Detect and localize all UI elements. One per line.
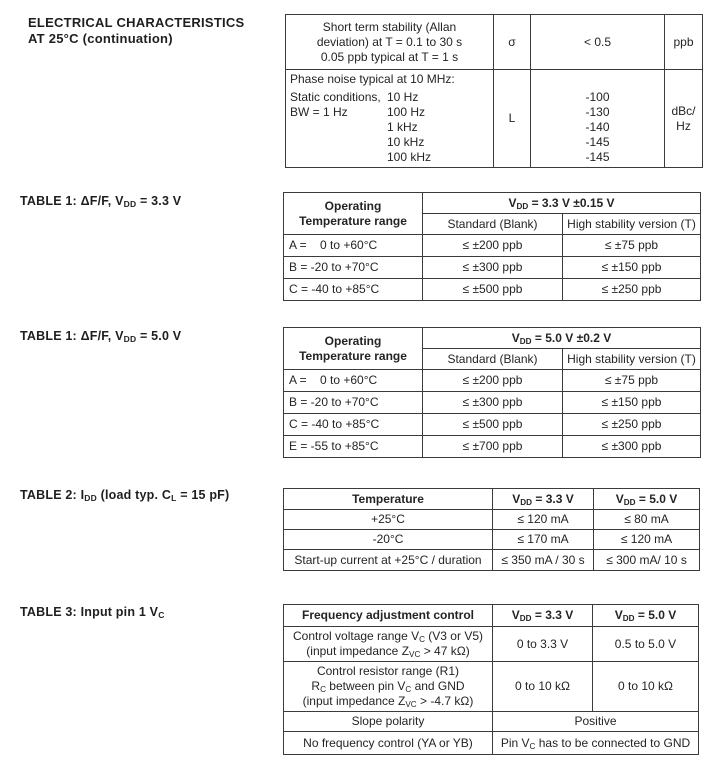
cell-range: C = -40 to +85°C [284, 414, 423, 436]
table-row [284, 193, 701, 214]
allan-line3: 0.05 ppb typical at T = 1 s [320, 49, 459, 64]
cell-range: A = 0 to +60°C [284, 370, 423, 392]
phase-noise-offset-frequencies: 10 Hz 100 Hz 1 kHz 10 kHz 100 kHz [387, 90, 432, 164]
cell-current-v33: ≤ 120 mA [493, 510, 594, 530]
cell-high-value: ≤ ±300 ppb [563, 436, 701, 458]
table2-idd [283, 488, 700, 571]
table-row [284, 328, 701, 349]
cell-header-standard: Standard (Blank) [423, 349, 563, 370]
cell-current-v33: ≤ 350 mA / 30 s [493, 550, 594, 571]
cell-range: C = -40 to +85°C [284, 279, 423, 301]
cell-header-vdd50: $V_{DD} = 5.0$ V [594, 489, 700, 510]
cell-standard-value: ≤ ±300 ppb [423, 392, 563, 414]
cell-high-value: ≤ ±250 ppb [563, 414, 701, 436]
cell-control-param: Control voltage range $V_C$ (V3 or V5) (input impedance $Z_{VC} > 47$ kΩ) [284, 627, 493, 662]
cell-allan-parameter [286, 15, 494, 70]
table-row [284, 605, 699, 627]
cell-high-value: ≤ ±250 ppb [563, 279, 701, 301]
table-row [284, 436, 701, 458]
cell-phase-noise-symbol: L [494, 70, 531, 168]
table-row [286, 15, 703, 70]
table-row [284, 489, 700, 510]
allan-line2: deviation) at T = 0.1 to 30 s [316, 34, 463, 49]
page-title [28, 15, 244, 46]
cell-standard-value: ≤ ±200 ppb [423, 370, 563, 392]
cell-slope-polarity-label: Slope polarity [284, 712, 493, 732]
table-row [284, 712, 699, 732]
table-row [284, 279, 701, 301]
table-row [284, 732, 699, 755]
table-row [284, 392, 701, 414]
phase-noise-conditions [290, 90, 489, 165]
allan-line1: Short term stability (Allan [322, 19, 457, 34]
page-title-line1: ELECTRICAL CHARACTERISTICS [28, 15, 245, 30]
cell-control-param: Control resistor range (R1) $R_C$ between pin $V_C$ and GND (input impedance $Z_{VC} > -4.7$ kΩ) [284, 662, 493, 712]
cell-standard-value: ≤ ±500 ppb [423, 279, 563, 301]
cell-header-vdd: $V_{DD} = 3.3$ V ±0.15 V [423, 193, 701, 214]
cell-phase-noise-parameter [286, 70, 494, 168]
table3-title: TABLE 3: Input pin 1 $V_C$ [20, 605, 165, 621]
cell-range: B = -20 to +70°C [284, 257, 423, 279]
cell-allan-unit: ppb [665, 15, 703, 70]
cell-phase-noise-unit: dBc/ Hz [665, 70, 703, 168]
cell-high-value: ≤ ±75 ppb [563, 370, 701, 392]
cell-temperature: Start-up current at +25°C / duration [284, 550, 493, 571]
cell-allan-value: < 0.5 [531, 15, 665, 70]
cell-value-v33: 0 to 3.3 V [493, 627, 593, 662]
cell-current-v50: ≤ 80 mA [594, 510, 700, 530]
cell-phase-noise-values [531, 70, 665, 168]
cell-range: B = -20 to +70°C [284, 392, 423, 414]
cell-header-high-stability: High stability version (T) [563, 349, 701, 370]
cell-current-v33: ≤ 170 mA [493, 530, 594, 550]
cell-header-freq-adjust: Frequency adjustment control [284, 605, 493, 627]
cell-header-high-stability: High stability version (T) [563, 214, 701, 235]
cell-value-v33: 0 to 10 kΩ [493, 662, 593, 712]
table-row [284, 662, 699, 712]
cell-value-v50: 0.5 to 5.0 V [593, 627, 699, 662]
table-row [284, 530, 700, 550]
table-row [284, 414, 701, 436]
cell-header-vdd33: $V_{DD} = 3.3$ V [493, 489, 594, 510]
table1-v33-title: TABLE 1: ΔF/F, $V_{DD} = 3.3$ V [20, 194, 182, 210]
cell-current-v50: ≤ 300 mA/ 10 s [594, 550, 700, 571]
phase-noise-title: Phase noise typical at 10 MHz: [290, 72, 455, 86]
electrical-characteristics-table [285, 14, 703, 168]
cell-header-vdd33: $V_{DD} = 3.3$ V [493, 605, 593, 627]
cell-high-value: ≤ ±150 ppb [563, 392, 701, 414]
table-row [284, 550, 700, 571]
cell-high-value: ≤ ±75 ppb [563, 235, 701, 257]
cell-header-vdd: $V_{DD} = 5.0$ V ±0.2 V [423, 328, 701, 349]
cell-header-standard: Standard (Blank) [423, 214, 563, 235]
cell-header-temp-range: Operating Temperature range [284, 193, 423, 235]
table-row [284, 235, 701, 257]
table-row [284, 627, 699, 662]
table1-v50-title: TABLE 1: ΔF/F, $V_{DD} = 5.0$ V [20, 329, 182, 345]
cell-header-temp-range: Operating Temperature range [284, 328, 423, 370]
phase-noise-static-conditions: Static conditions, BW = 1 Hz [290, 90, 381, 119]
table-row [284, 257, 701, 279]
cell-temperature: -20°C [284, 530, 493, 550]
cell-header-temperature: Temperature [284, 489, 493, 510]
cell-high-value: ≤ ±150 ppb [563, 257, 701, 279]
table-row [284, 510, 700, 530]
cell-allan-symbol: σ [494, 15, 531, 70]
cell-header-vdd50: $V_{DD} = 5.0$ V [593, 605, 699, 627]
cell-value-v50: 0 to 10 kΩ [593, 662, 699, 712]
table-row [284, 370, 701, 392]
page-title-line2: AT 25°C (continuation) [28, 30, 173, 46]
table2-title: TABLE 2: $I_{DD}$ (load typ. $C_L = 15$ pF) [20, 488, 230, 504]
cell-standard-value: ≤ ±300 ppb [423, 257, 563, 279]
phase-noise-values-list: -100 -130 -140 -145 -145 [585, 90, 610, 164]
cell-temperature: +25°C [284, 510, 493, 530]
table-row [286, 70, 703, 168]
cell-standard-value: ≤ ±700 ppb [423, 436, 563, 458]
table1-v33 [283, 192, 701, 301]
cell-range: A = 0 to +60°C [284, 235, 423, 257]
cell-range: E = -55 to +85°C [284, 436, 423, 458]
cell-standard-value: ≤ ±500 ppb [423, 414, 563, 436]
table3-input-pin [283, 604, 699, 755]
cell-no-freq-control-value: Pin $V_C$ has to be connected to GND [493, 732, 699, 755]
cell-slope-polarity-value: Positive [493, 712, 699, 732]
cell-no-freq-control-label: No frequency control (YA or YB) [284, 732, 493, 755]
cell-standard-value: ≤ ±200 ppb [423, 235, 563, 257]
table1-v50 [283, 327, 701, 458]
cell-current-v50: ≤ 120 mA [594, 530, 700, 550]
